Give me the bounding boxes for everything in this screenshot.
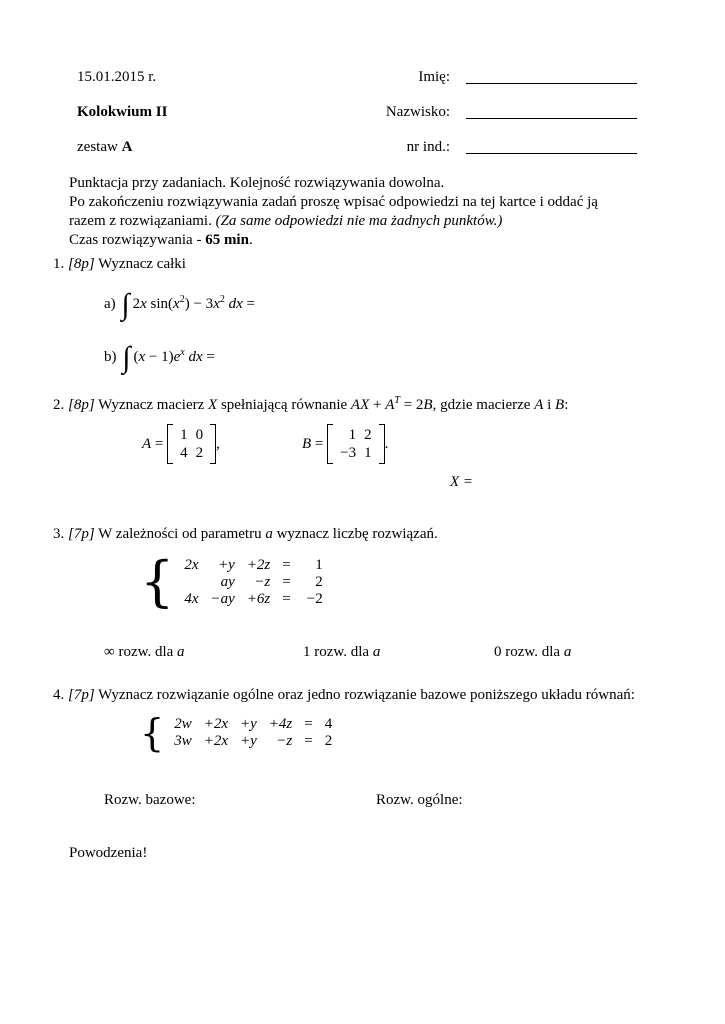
rhs: 4 — [324, 716, 333, 732]
equation-row — [168, 716, 338, 733]
task-2-number: 2. — [53, 397, 65, 413]
set-prefix: zestaw — [77, 139, 118, 155]
term: 2w — [174, 716, 192, 732]
matrix-a-cell: 2 — [195, 445, 204, 461]
rhs: 2 — [324, 733, 333, 749]
instructions-line-2: Po zakończeniu rozwiązywania zadań proszę wpisać odpowiedzi na tej kartce i oddać ją — [69, 194, 598, 210]
imie-label: Imię: — [418, 69, 450, 85]
task-1a-label: a) — [104, 296, 116, 312]
task-3-answer-infinite — [104, 644, 185, 661]
time-label: Czas rozwiązywania - — [69, 232, 202, 248]
answer-var: a — [563, 644, 572, 660]
rhs: 2 — [315, 573, 323, 590]
task-1-heading — [53, 256, 186, 273]
instructions-line-3-plain: razem z rozwiązaniami. — [69, 213, 212, 229]
term: 2x — [184, 556, 199, 573]
set-letter: A — [121, 139, 133, 155]
task-3-heading — [53, 526, 438, 543]
answer-var: a — [372, 644, 381, 660]
task-4-number: 4. — [53, 687, 65, 703]
answer-var: a — [177, 644, 185, 660]
task-4-text: Wyznacz rozwiązanie ogólne oraz jedno rozwiązanie bazowe poniższego układu równań: — [98, 687, 635, 703]
term: +y — [239, 733, 257, 749]
instructions-line-3 — [69, 212, 598, 231]
term: +6z — [246, 590, 271, 607]
equation-row — [178, 574, 328, 591]
task-2-heading: 2. [8p] Wyznacz macierz X spełniającą równanie AX + $A^T = 2B$, gdzie macierze A i B: — [53, 395, 569, 413]
task-4-system — [140, 711, 338, 755]
matrix-a: A = 1 0 4 2 , — [142, 424, 220, 464]
matrix-b-label: B — [302, 435, 312, 452]
task-1b-label: b) — [104, 349, 117, 365]
matrix-b-cell: 1 — [364, 445, 372, 461]
task-2-text-pre: Wyznacz macierz — [98, 397, 205, 413]
matrix-b-cell: 2 — [364, 427, 372, 443]
matrix-b-cell: 1 — [348, 427, 357, 443]
task-2-text-post: , gdzie macierze — [432, 397, 531, 413]
integral-sign: ∫ — [121, 287, 130, 321]
task-4-points: [7p] — [68, 687, 95, 703]
term: +4z — [268, 716, 293, 732]
task-3-answer-zero — [494, 644, 571, 661]
instructions-line-3-italic: (Za same odpowiedzi nie ma żadnych punktów.) — [215, 213, 503, 229]
rhs: −2 — [306, 590, 323, 607]
task-3-text-post: wyznacz liczbę rozwiązań. — [276, 526, 438, 542]
task-1a: a) ∫ 2x $\sin(x^2) - 3x^2$ dx = — [104, 287, 255, 321]
answer-zero-label: 0 rozw. dla — [494, 644, 561, 660]
imie-field-line[interactable] — [466, 83, 637, 84]
equation-row — [178, 557, 328, 574]
task-3-text-pre: W zależności od parametru — [98, 526, 262, 542]
equation-row — [178, 591, 328, 608]
term: +2x — [203, 733, 228, 749]
term: +y — [218, 556, 235, 573]
matrix-b: B = 1 2 −3 1 . — [302, 424, 388, 464]
term: ay — [220, 573, 235, 590]
matrix-a-cell: 1 — [180, 427, 188, 443]
nrind-field-line[interactable] — [466, 153, 637, 154]
task-3-number: 3. — [53, 526, 65, 542]
term: 3w — [174, 733, 192, 749]
term: +2z — [246, 556, 271, 573]
exam-set — [77, 139, 132, 156]
task-1-text: Wyznacz całki — [98, 256, 186, 272]
exam-title: Kolokwium II — [77, 104, 168, 120]
term — [178, 574, 204, 591]
rhs: 1 — [315, 556, 323, 573]
task-4-base-label: Rozw. bazowe: — [104, 792, 196, 808]
task-3-answer-one — [303, 644, 380, 661]
task-4-heading — [53, 687, 635, 704]
integral-sign: ∫ — [122, 340, 131, 374]
nazwisko-label: Nazwisko: — [385, 104, 450, 120]
task-1-points: [8p] — [68, 256, 95, 272]
task-3-points: [7p] — [68, 526, 95, 542]
term: −z — [276, 733, 293, 749]
instructions — [69, 174, 598, 250]
term: 4x — [184, 590, 199, 607]
equals: = — [282, 573, 291, 590]
answer-one-label: 1 rozw. dla — [303, 644, 370, 660]
matrix-a-cell: 0 — [195, 427, 204, 443]
task-3-var: a — [265, 526, 273, 542]
exam-date: 15.01.2015 r. — [77, 69, 157, 85]
farewell-text: Powodzenia! — [69, 845, 148, 861]
equation-row — [168, 733, 338, 750]
nrind-label: nr ind.: — [406, 139, 450, 155]
system-brace: { — [140, 711, 165, 755]
system-brace: { — [140, 550, 175, 613]
task-4-general-label: Rozw. ogólne: — [376, 792, 463, 808]
task-3-system — [140, 550, 329, 613]
task-2-points: [8p] — [68, 397, 95, 413]
matrix-b-cell: −3 — [340, 445, 357, 461]
task-2-var: X — [208, 397, 218, 413]
task-1-number: 1. — [53, 256, 65, 272]
term: +2x — [203, 716, 228, 732]
time-end: . — [248, 232, 253, 248]
instructions-line-1: Punktacja przy zadaniach. Kolejność rozwiązywania dowolna. — [69, 175, 445, 191]
task-2-answer-label: X = — [450, 474, 474, 490]
nazwisko-field-line[interactable] — [466, 118, 637, 119]
answer-inf-label: ∞ rozw. dla — [104, 644, 174, 660]
term: −ay — [210, 590, 235, 607]
matrix-a-cell: 4 — [180, 445, 188, 461]
equals: = — [282, 590, 291, 607]
instructions-line-4 — [69, 231, 598, 250]
matrix-a-label: A — [142, 435, 152, 452]
term: +y — [239, 716, 257, 732]
equals: = — [304, 733, 313, 749]
equals: = — [282, 556, 291, 573]
term: −z — [254, 573, 271, 590]
equals: = — [304, 716, 313, 732]
time-value: 65 min — [205, 232, 249, 248]
task-2-text-mid: spełniającą równanie — [220, 397, 348, 413]
task-1b: b) ∫ $(x - 1)e^x$ dx = — [104, 340, 215, 374]
